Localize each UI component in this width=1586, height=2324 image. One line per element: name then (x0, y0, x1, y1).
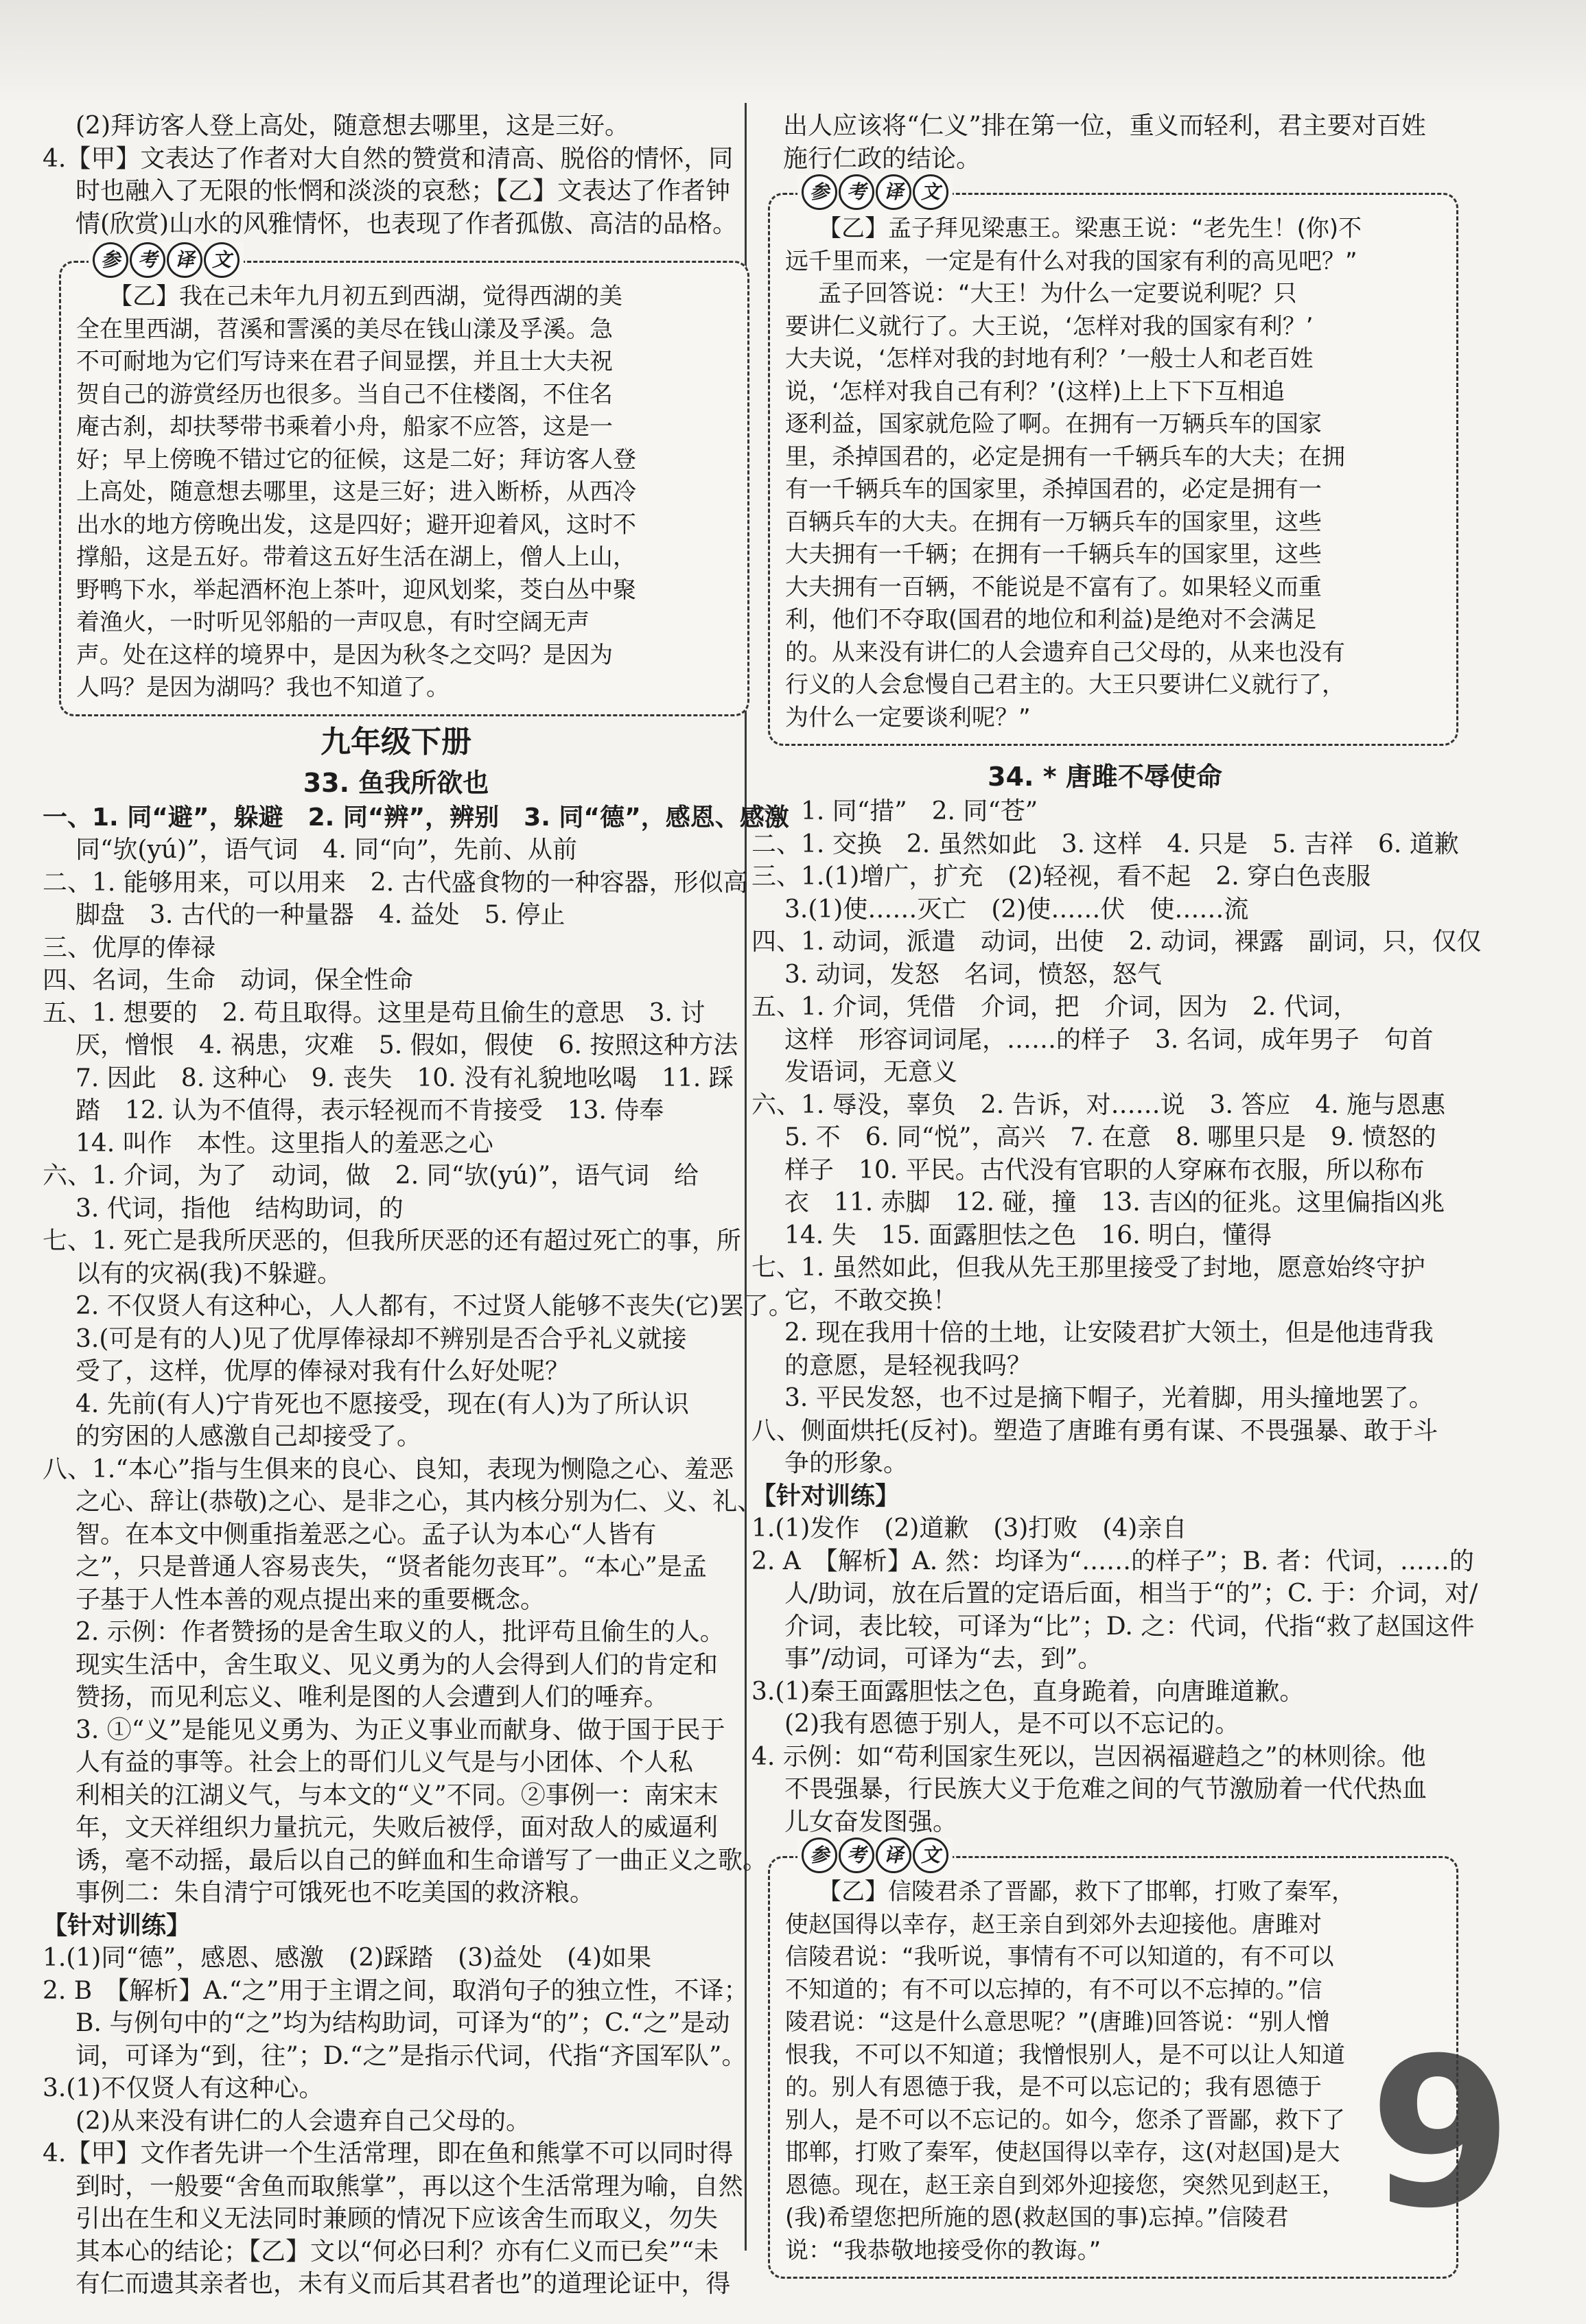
text-line: 施行仁政的结论。 (783, 144, 981, 173)
text-line: 要讲仁义就行了。大王说，‘怎样对我的国家有利？’ (785, 312, 1314, 340)
text-line: (2)从来没有讲仁的人会遗弃自己父母的。 (75, 2106, 530, 2135)
text-line: 5. 不 6. 同“悦”，高兴 7. 在意 8. 哪里只是 9. 愤怒的 (784, 1123, 1436, 1151)
text-line: 【乙】我在己未年九月初五到西湖，觉得西湖的美 (109, 283, 622, 310)
subsection-heading: 【针对训练】 (751, 1481, 900, 1510)
text-line: 大夫拥有一千辆；在拥有一千辆兵车的国家里，这些 (785, 541, 1322, 568)
badge-char: 考 (839, 1838, 874, 1873)
text-line: 百辆兵车的大夫。在拥有一万辆兵车的国家里，这些 (785, 508, 1322, 536)
text-line: 这样 形容词词尾，……的样子 3. 名词，成年男子 句首 (784, 1025, 1434, 1054)
text-line: 事例二：朱自清宁可饿死也不吃美国的救济粮。 (75, 1879, 595, 1907)
text-line: 争的形象。 (784, 1449, 909, 1477)
text-line: 使赵国得以幸存，赵王亲自到郊外去迎接他。唐雎对 (785, 1910, 1322, 1938)
reference-translation-box (768, 1844, 1458, 2279)
badge-char: 考 (839, 174, 874, 210)
text-line: 说：“我恭敬地接受你的教诲。” (785, 2236, 1101, 2264)
text-line: 出水的地方傍晚出发，这是四好；避开迎着风，这时不 (76, 510, 636, 539)
text-line: 四、1. 动词，派遣 动词，出使 2. 动词，裸露 副词，只，仅仅 (751, 928, 1482, 956)
text-line: 信陵君说：“我听说，事情有不可以知道的，有不可以 (785, 1943, 1334, 1971)
reference-translation-box (59, 248, 749, 716)
text-line: 大夫说，‘怎样对我的封地有利？’一般士人和老百姓 (785, 345, 1314, 373)
text-line: 引出在生和义无法同时兼顾的情况下应该舍生而取义，勿失 (75, 2205, 719, 2233)
text-line: 不畏强暴，行民族大义于危难之间的气节激励着一代代热血 (784, 1775, 1427, 1803)
text-line: 七、1. 死亡是我所厌恶的，但我所厌恶的还有超过死亡的事，所 (43, 1227, 741, 1255)
text-line: 情(欣赏)山水的风雅情怀，也表现了作者孤傲、高洁的品格。 (75, 209, 738, 238)
text-line: 3. 动词，发怒 名词，愤怒，怒气 (784, 960, 1162, 989)
badge-char: 参 (93, 242, 128, 278)
text-line: 出人应该将“仁义”排在第一位，重义而轻利，君主要对百姓 (783, 112, 1426, 140)
text-line: 的意愿，是轻视我吗？ (784, 1351, 1032, 1380)
text-line: 二、1. 交换 2. 虽然如此 3. 这样 4. 只是 5. 吉祥 6. 道歉 (751, 830, 1459, 858)
text-line: 利相关的江湖义气，与本文的“义”不同。②事例一：南宋末 (75, 1781, 719, 1809)
badge-char: 译 (876, 174, 911, 210)
text-line: 它，不敢交换！ (784, 1286, 958, 1315)
text-line: 陵君说：“这是什么意思呢？”(唐雎)回答说：“别人憎 (785, 2008, 1330, 2036)
text-line: 4.【甲】文表达了作者对大自然的赞赏和清高、脱俗的情怀，同 (43, 144, 734, 173)
text-line: 3. 代词，指他 结构助词，的 (75, 1194, 404, 1223)
text-line: 贺自己的游赏经历也很多。当自己不住楼阁，不住名 (76, 380, 613, 408)
text-line: 脚盘 3. 古代的一种量器 4. 益处 5. 停止 (75, 901, 565, 929)
text-line: 3.(1)不仅贤人有这种心。 (43, 2074, 324, 2102)
text-line: 3.(1)使……灭亡 (2)使……伏 使……流 (784, 895, 1249, 924)
text-line: 2. B 【解析】A.“之”用于主谓之间，取消句子的独立性，不译； (43, 1976, 749, 2005)
text-line: 词，可译为“到，往”；D.“之”是指示代词，代指“齐国军队”。 (75, 2041, 747, 2070)
text-line: 人/助词，放在后置的定语后面，相当于“的”；C. 于：介词，对/ (784, 1580, 1478, 1608)
text-line: 诱，毫不动摇，最后以自己的鲜血和生命谱写了一曲正义之歌。 (75, 1846, 768, 1875)
text-line: 【乙】孟子拜见梁惠王。梁惠王说：“老先生！(你)不 (818, 215, 1362, 242)
badge-char: 参 (802, 1838, 837, 1873)
text-line: 利，他们不夺取(国君的地位和利益)是绝对不会满足 (785, 606, 1317, 633)
text-line: 事”/动词，可译为“去，到”。 (784, 1645, 1103, 1673)
text-line: 7. 因此 8. 这种心 9. 丧失 10. 没有礼貌地吆喝 11. 踩 (75, 1064, 734, 1092)
reference-translation-badge (797, 1838, 953, 1873)
text-line: 八、侧面烘托(反衬)。塑造了唐雎有勇有谋、不畏强暴、敢于斗 (751, 1416, 1438, 1445)
text-line: 介词，表比较，可译为“比”；D. 之：代词，代指“救了赵国这件 (784, 1612, 1475, 1641)
text-line: 3. 平民发怒，也不过是摘下帽子，光着脚，用头撞地罢了。 (784, 1384, 1434, 1412)
text-line: 4. 示例：如“苟利国家生死以，岂因祸福避趋之”的林则徐。他 (751, 1742, 1426, 1771)
section-34-answers (751, 795, 1482, 1838)
text-line: 逐利益，国家就危险了啊。在拥有一万辆兵车的国家 (785, 410, 1322, 438)
text-line: 之心、辞让(恭敬)之心、是非之心，其内核分别为仁、义、礼、 (75, 1488, 762, 1516)
text-line: 的。从来没有讲仁的人会遗弃自己父母的，从来也没有 (785, 638, 1345, 666)
text-line: 全在里西湖，苕溪和霅溪的美尽在钱山漾及孚溪。急 (76, 315, 613, 343)
text-line: 行义的人会怠慢自己君主的。大王只要讲仁义就行了， (785, 671, 1345, 699)
text-line: 人有益的事等。社会上的哥们儿义气是与小团体、个人私 (75, 1748, 694, 1776)
text-line: 为什么一定要谈利呢？” (785, 703, 1031, 731)
text-line: 3. ①“义”是能见义勇为、为正义事业而献身、做于国于民于 (75, 1715, 725, 1744)
text-line: 4. 先前(有人)宁肯死也不愿接受，现在(有人)为了所认识 (75, 1389, 689, 1418)
text-line: 子基于人性本善的观点提出来的重要概念。 (75, 1585, 546, 1614)
text-line: 不知道的；有不可以忘掉的，有不可以不忘掉的。”信 (785, 1975, 1322, 2004)
text-line: 同“欤(yú)”，语气词 4. 同“向”，先前、从前 (75, 836, 578, 864)
text-line: 六、1. 辱没，辜负 2. 告诉，对……说 3. 答应 4. 施与恩惠 (751, 1090, 1446, 1119)
text-line: 大夫拥有一百辆，不能说是不富有了。如果轻义而重 (785, 573, 1322, 601)
badge-char: 文 (913, 1838, 948, 1873)
text-line: (我)希望您把所施的恩(救赵国的事)忘掉。”信陵君 (785, 2204, 1289, 2231)
text-line: 【乙】信陵君杀了晋鄙，救下了邯郸，打败了秦军， (818, 1878, 1355, 1905)
badge-char: 文 (913, 174, 948, 210)
text-line: 恩德。现在，赵王亲自到郊外迎接您，突然见到赵王， (785, 2171, 1345, 2199)
text-line: 里，杀掉国君的，必定是拥有一千辆兵车的大夫；在拥 (785, 443, 1345, 471)
badge-char: 文 (204, 242, 240, 278)
text-line: 之”，只是普通人容易丧失，“贤者能勿丧耳”。“本心”是孟 (75, 1553, 708, 1581)
text-line: 样子 10. 平民。古代没有官职的人穿麻布衣服，所以称布 (784, 1155, 1425, 1184)
page-number: 9 (1369, 2014, 1513, 2253)
text-line: 好；早上傍晚不错过它的征候，这是二好；拜访客人登 (76, 445, 636, 473)
text-line: B. 与例句中的“之”均为结构助词，可译为“的”；C.“之”是动 (75, 2009, 730, 2037)
text-line: 七、1. 虽然如此，但我从先王那里接受了封地，愿意始终守护 (751, 1254, 1425, 1282)
text-line: 儿女奋发图强。 (784, 1807, 958, 1836)
badge-char: 译 (876, 1838, 911, 1873)
text-line: 2. 现在我用十倍的土地，让安陵君扩大领土，但是他违背我 (784, 1319, 1434, 1347)
text-line: 别人，是不可以不忘记的。如今，您杀了晋鄙，救下了 (785, 2106, 1345, 2134)
badge-char: 考 (130, 242, 165, 278)
reference-translation-badge (89, 242, 244, 278)
text-line: (2)拜访客人登上高处，随意想去哪里，这是三好。 (75, 112, 629, 140)
text-line: 不可耐地为它们写诗来在君子间显摆，并且士大夫祝 (76, 348, 613, 375)
text-line: 踏 12. 认为不值得，表示轻视而不肯接受 13. 侍奉 (75, 1096, 664, 1125)
text-line: 赞扬，而见利忘义、唯利是图的人会遭到人们的唾弃。 (75, 1683, 669, 1711)
text-line: 上高处，随意想去哪里，这是三好；进入断桥，从西冷 (76, 478, 636, 506)
text-line: 3.(1)秦王面露胆怯之色，直身跪着，向唐雎道歉。 (751, 1677, 1305, 1706)
badge-char: 译 (167, 242, 202, 278)
text-line: 智。在本文中侧重指羞恶之心。孟子认为本心“人皆有 (75, 1520, 657, 1549)
text-line: 发语词，无意义 (784, 1058, 958, 1086)
text-line: 1.(1)发作 (2)道歉 (3)打败 (4)亲自 (751, 1514, 1187, 1542)
text-line: 声。处在这样的境界中，是因为秋冬之交吗？是因为 (76, 641, 613, 669)
section-title-33: 33. 鱼我所欲也 (303, 767, 489, 798)
text-line: 其本心的结论；【乙】文以“何必曰利？亦有仁义而已矣”“未 (75, 2237, 719, 2266)
text-line: 3.(可是有的人)见了优厚俸禄却不辨别是否合乎礼义就接 (75, 1324, 687, 1353)
text-line: 以有的灾祸(我)不躲避。 (75, 1259, 342, 1288)
left-column (43, 110, 793, 2301)
text-line: 三、1.(1)增广，扩充 (2)轻视，看不起 2. 穿白色丧服 (751, 862, 1371, 891)
right-intro (751, 110, 1458, 175)
text-line: 一、1. 同“措” 2. 同“苍” (751, 797, 1038, 825)
text-line: 孟子回答说：“大王！为什么一定要说利呢？只 (818, 280, 1297, 307)
text-line: 远千里而来，一定是有什么对我的国家有利的高见吧？” (785, 247, 1357, 275)
text-line: 人吗？是因为湖吗？我也不知道了。 (76, 674, 450, 701)
text-line: 到时，一般要“舍鱼而取熊掌”，再以这个生活常理为喻，自然 (75, 2172, 743, 2200)
text-line: 野鸭下水，举起酒杯泡上茶叶，迎风划桨，茭白丛中聚 (76, 576, 636, 604)
text-line: 一、1. 同“避”，躲避 2. 同“辨”，辨别 3. 同“德”，感恩、感激 (43, 803, 789, 832)
text-line: 恨我，不可以不知道；我憎恨别人，是不可以让人知道 (785, 2041, 1345, 2069)
section-33-answers (43, 801, 793, 2301)
text-line: 有仁而遗其亲者也，未有义而后其君者也”的道理论证中，得 (75, 2270, 731, 2298)
text-line: 有一千辆兵车的国家里，杀掉国君的，必定是拥有一 (785, 476, 1322, 503)
text-line: (2)我有恩德于别人，是不可以不忘记的。 (784, 1710, 1239, 1738)
text-line: 受了，这样，优厚的俸禄对我有什么好处呢？ (75, 1357, 570, 1385)
text-line: 14. 失 15. 面露胆怯之色 16. 明白，懂得 (784, 1221, 1272, 1249)
text-line: 八、1.“本心”指与生俱来的良心、良知，表现为恻隐之心、羞恶 (43, 1455, 734, 1483)
text-line: 1.(1)同“德”，感恩、感激 (2)踩踏 (3)益处 (4)如果 (43, 1944, 652, 1972)
text-line: 4.【甲】文作者先讲一个生活常理，即在鱼和熊掌不可以同时得 (43, 2139, 734, 2168)
badge-char: 参 (802, 174, 837, 210)
right-column (751, 110, 1482, 2286)
text-line: 2. 不仅贤人有这种心，人人都有，不过贤人能够不丧失(它)罢了。 (75, 1292, 793, 1320)
text-line: 撑船，这是五好。带着这五好生活在湖上，僧人上山， (76, 543, 636, 571)
text-line: 年，文天祥组织力量抗元，失败后被俘，面对敌人的威逼利 (75, 1814, 719, 1842)
text-line: 的。别人有恩德于我，是不可以忘记的；我有恩德于 (785, 2074, 1322, 2101)
text-line: 四、名词，生命 动词，保全性命 (43, 966, 414, 994)
text-line: 六、1. 介词，为了 动词，做 2. 同“欤(yú)”，语气词 给 (43, 1162, 699, 1190)
text-line: 庵古刹，却扶琴带书乘着小舟，船家不应答，这是一 (76, 413, 613, 441)
reference-translation-badge (797, 174, 953, 210)
part-title: 九年级下册 (320, 724, 471, 760)
text-line: 时也融入了无限的怅惘和淡淡的哀愁；【乙】文表达了作者钟 (75, 177, 731, 205)
text-line: 14. 叫作 本性。这里指人的羞恶之心 (75, 1129, 493, 1158)
text-line: 厌，憎恨 4. 祸患，灾难 5. 假如，假使 6. 按照这种方法 (75, 1031, 738, 1059)
text-line: 衣 11. 赤脚 12. 碰，撞 13. 吉凶的征兆。这里偏指凶兆 (784, 1188, 1445, 1217)
text-line: 五、1. 介词，凭借 介词，把 介词，因为 2. 代词， (751, 993, 1358, 1021)
left-intro (43, 110, 749, 240)
text-line: 二、1. 能够用来，可以用来 2. 古代盛食物的一种容器，形似高 (43, 868, 748, 897)
reference-translation-box (768, 180, 1458, 746)
text-line: 着渔火，一时听见邻船的一声叹息，有时空阔无声 (76, 609, 590, 636)
text-line: 的穷困的人感激自己却接受了。 (75, 1422, 422, 1451)
subsection-heading: 【针对训练】 (43, 1911, 191, 1940)
section-title-34: 34. * 唐雎不辱使命 (988, 762, 1222, 792)
text-line: 三、优厚的俸禄 (43, 933, 216, 962)
text-line: 五、1. 想要的 2. 苟且取得。这里是苟且偷生的意思 3. 讨 (43, 998, 705, 1027)
text-line: 2. A 【解析】A. 然：均译为“……的样子”；B. 者：代词，……的 (751, 1547, 1474, 1575)
text-line: 邯郸，打败了秦军，使赵国得以幸存，这(对赵国)是大 (785, 2139, 1340, 2166)
text-line: 现实生活中，舍生取义、见义勇为的人会得到人们的肯定和 (75, 1650, 719, 1679)
page-top-shade (0, 0, 1586, 103)
text-line: 2. 示例：作者赞扬的是舍生取义的人，批评苟且偷生的人。 (75, 1618, 725, 1646)
text-line: 说，‘怎样对我自己有利？’(这样)上上下下互相追 (785, 377, 1285, 406)
